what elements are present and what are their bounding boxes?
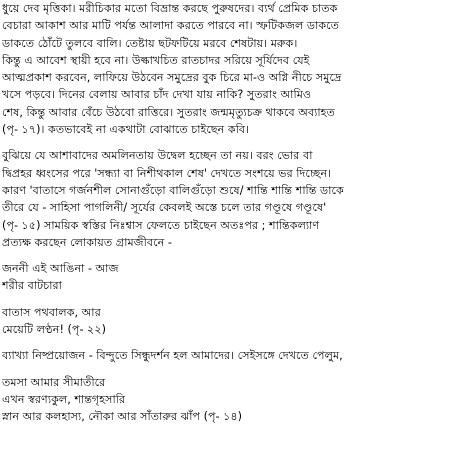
paragraph-spacer (2, 251, 454, 260)
text-line: ডাকতে ঠোঁটে তুলবে বালি। তেষ্টায় ছটফটিয়ে মরবে শেষটায়। মরুক। (2, 36, 298, 50)
text-line: বেচারা আকাশ আর মাটি পর্যন্ত আলাদা করতে পারবে না। স্ফটিকজল ডাকতে (2, 19, 340, 33)
text-line: খসে পড়বে। দিনের বেলায় আবার চাঁদ দেখা যায় নাকি? সুতরাং আমিও (2, 88, 312, 102)
verse-1 (2, 260, 454, 295)
text-line: প্রত্যক্ষ করছেন লোকায়ত গ্রামজীবনে - (2, 235, 172, 249)
paragraph-spacer (2, 138, 454, 147)
paragraph-spacer (2, 295, 454, 304)
text-line: শেষ, কিন্তু আবার বেঁচে উঠবো রাত্তিরে। সুতরাং জন্মমৃত্যুচক্র থাকবে অব্যাহত (2, 105, 335, 119)
text-line: কারণ 'বাতাসে গর্জনশীল সোনাগুঁড়ো বালিগুঁড়ো শুষে/ শান্তি শান্তি শান্তি ডাকে (2, 183, 344, 197)
text-line: ব্যাখ্যা নিষ্প্রয়োজন - বিন্দুতে সিন্ধুদর্শন হল আমাদের। সেইসঙ্গে দেখতে পেলুম, (2, 349, 343, 363)
paragraph-1 (2, 0, 454, 138)
verse-2 (2, 304, 454, 339)
text-line: কিন্তু এ আবেশ স্থায়ী হবে না। উল্কাখচিত রাতচাদর সরিয়ে সূর্যিদেব যেই (2, 53, 310, 67)
paragraph-spacer (2, 338, 454, 347)
verse-3 (2, 374, 454, 426)
verse-line: জননী এই আঙিনা - আজ (2, 262, 119, 276)
text-line: বুঝিয়ে যে আশাবাদের অমলিনতায় উদ্বেল হচ্ছেন তা নয়। বরং ভোর বা (2, 149, 313, 163)
verse-line: স্নান আর কলহাস্য, নৌকা আর সাঁতারুর ঝাঁপ (পৃ- ১৪) (2, 410, 243, 424)
paragraph-spacer (2, 365, 454, 374)
text-line: (পৃ- ১৭)। কতভাবেই না একথাটা বোঝাতে চাইছেন কবি। (2, 123, 250, 137)
verse-line: এখন স্বরণ্যকুল, শান্তগৃহসারি (2, 392, 126, 406)
verse-line: তমসা আমার সীমাতীরে (2, 375, 106, 389)
verse-line: বাতাস পথবালক, আর (2, 305, 101, 319)
text-line: (পৃ- ১৫) সাময়িক স্বস্তির নিঃশ্বাস ফেলতে চাইছেন অতঃপর ; শান্তিকল্যাণ (2, 218, 320, 232)
verse-line: মেয়েটি লণ্ঠন! (পৃ- ২২) (2, 323, 106, 337)
paragraph-2 (2, 147, 454, 251)
text-line: দ্বিপ্রহর ধ্বংসের পরে 'সন্ধ্যা বা নিশীথকাল শেষ' দেখতে সংশয়ে ভর দিচ্ছেন। (2, 166, 332, 180)
verse-line: শরীর বাটচারা (2, 279, 62, 293)
text-line: আত্মপ্রকাশ করবেন, লাফিয়ে উঠবেন সমুদ্রের বুক চিরে মা-ও অগ্নি নীচে সমুদ্রে (2, 71, 342, 85)
paragraph-3 (2, 347, 454, 364)
document-page (2, 0, 454, 426)
text-line: ধুয়ে দেব মৃত্তিকা। মরীচিকার মতো বিভ্রান্ত করছে পুরুষদের। ব্যর্থ প্রেমিক চাতক (2, 2, 338, 15)
text-line: তীরে যে - সাহিসা পাগলিনী/ সূর্যের কেবলই অস্তে চলে তার গণ্ডূষে গণ্ডূষে' (2, 201, 327, 215)
